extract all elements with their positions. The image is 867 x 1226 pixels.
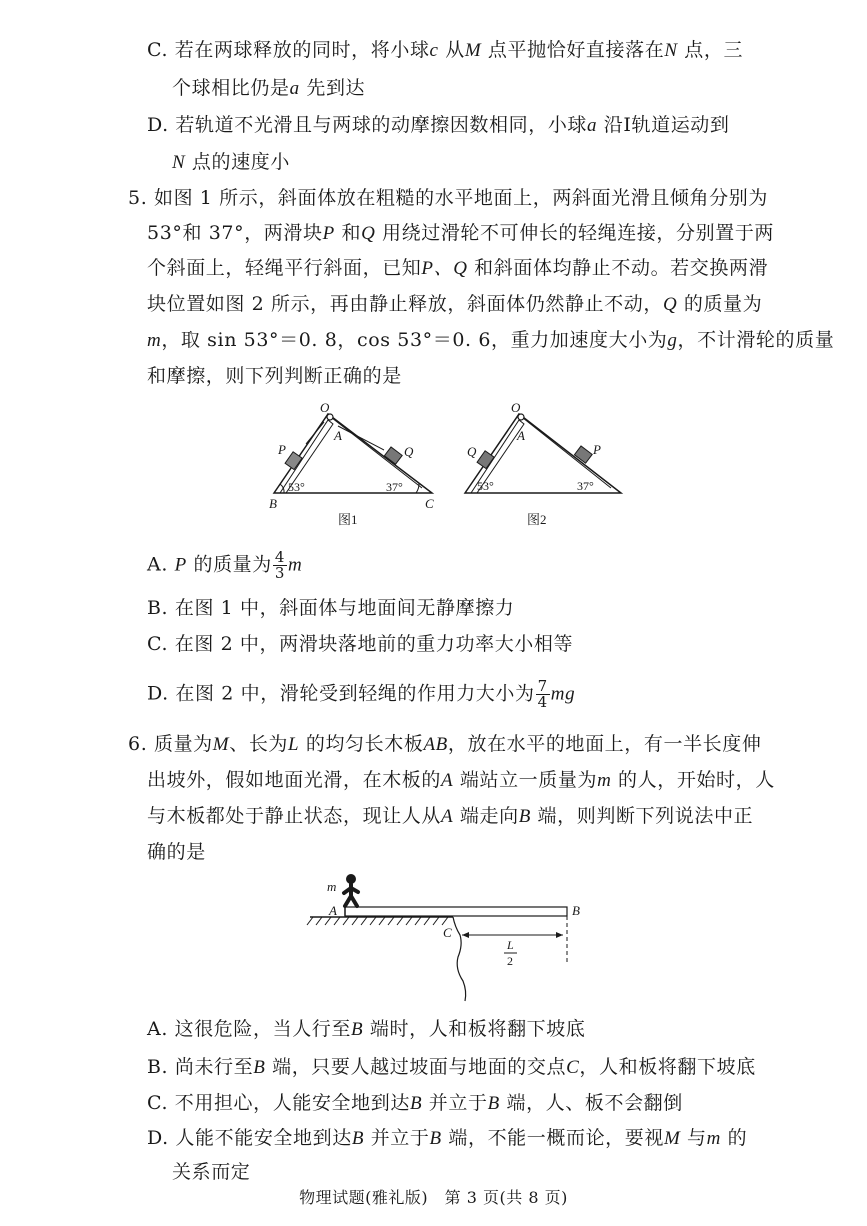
q4-option-d-line1: D. 若轨道不光滑且与两球的动摩擦因数相同，小球a 沿Ⅰ轨道运动到	[147, 114, 730, 136]
q6-option-c: C. 不用担心，人能安全地到达B 并立于B 端，人、板不会翻倒	[147, 1092, 683, 1114]
q4-option-d-line2: N 点的速度小	[172, 151, 290, 173]
q5-stem-line1: 5. 如图 1 所示，斜面体放在粗糙的水平地面上，两斜面光滑且倾角分别为	[128, 187, 768, 209]
q4-option-c-line1: C. 若在两球释放的同时，将小球c 从M 点平抛恰好直接落在N 点，三	[147, 39, 744, 61]
q5-option-c: C. 在图 2 中，两滑块落地前的重力功率大小相等	[147, 633, 574, 655]
fig1-label-q: Q	[404, 444, 414, 459]
q6-fig-frac-num: L	[507, 938, 514, 952]
fig2-angle-53: 53°	[477, 479, 494, 493]
q6-fig-label-b: B	[572, 903, 580, 918]
q6-fig-label-c: C	[443, 925, 452, 940]
fig2-caption: 图2	[527, 512, 547, 527]
fig2-label-o: O	[511, 400, 521, 415]
q6-option-a: A. 这很危险，当人行至B 端时，人和板将翻下坡底	[147, 1018, 586, 1040]
q4-option-c-line2: 个球相比仍是a 先到达	[172, 77, 366, 99]
fig1-label-b: B	[269, 496, 277, 511]
q5-stem-line4: 块位置如图 2 所示，再由静止释放，斜面体仍然静止不动，Q 的质量为	[147, 293, 763, 315]
page-footer: 物理试题(雅礼版) 第 3 页(共 8 页)	[299, 1188, 568, 1207]
fig2-label-p: P	[593, 442, 601, 457]
fig2-label-q: Q	[467, 444, 477, 459]
fig1-angle-37: 37°	[386, 480, 403, 494]
q6-fig-label-m: m	[327, 879, 337, 894]
q6-stem-line2: 出坡外，假如地面光滑，在木板的A 端站立一质量为m 的人，开始时，人	[147, 769, 775, 791]
fig2-angle-37: 37°	[577, 479, 594, 493]
q6-stem-line4: 确的是	[147, 841, 206, 863]
q6-figure	[305, 865, 605, 1005]
q5-option-b: B. 在图 1 中，斜面体与地面间无静摩擦力	[147, 597, 515, 619]
q6-stem-line1: 6. 质量为M、长为L 的均匀长木板AB，放在水平的地面上，有一半长度伸	[128, 733, 762, 755]
q5-stem-line6: 和摩擦，则下列判断正确的是	[147, 365, 402, 387]
fig1-label-c: C	[425, 496, 434, 511]
q5-figure-1	[262, 398, 447, 528]
q6-fig-label-a: A	[329, 903, 337, 918]
q6-fig-frac-den: 2	[507, 954, 513, 968]
q6-option-d-line1: D. 人能不能安全地到达B 并立于B 端，不能一概而论，要视M 与m 的	[147, 1127, 748, 1149]
fig1-label-p: P	[278, 442, 286, 457]
q5-stem-line3: 个斜面上，轻绳平行斜面，已知P、Q 和斜面体均静止不动。若交换两滑	[147, 257, 769, 279]
fig1-label-o: O	[320, 400, 330, 415]
fig1-caption: 图1	[338, 512, 358, 527]
fig1-angle-53: 53°	[288, 480, 305, 494]
q5-stem-line2: 53°和 37°，两滑块P 和Q 用绕过滑轮不可伸长的轻绳连接，分别置于两	[147, 222, 775, 244]
fig1-label-a: A	[334, 428, 342, 443]
q6-option-b: B. 尚未行至B 端，只要人越过坡面与地面的交点C，人和板将翻下坡底	[147, 1056, 756, 1078]
q5-option-d: D. 在图 2 中，滑轮受到轻绳的作用力大小为 $\frac{7}{4}$ mg	[147, 677, 576, 711]
q6-option-d-line2: 关系而定	[172, 1161, 251, 1183]
q5-stem-line5: m，取 sin 53°＝0. 8，cos 53°＝0. 6，重力加速度大小为g，不计滑轮的质量	[147, 329, 835, 351]
q5-figure-2	[455, 398, 630, 528]
q5-option-a: A. P 的质量为 $\frac{4}{3}$ m	[147, 548, 303, 582]
fig2-label-a: A	[517, 428, 525, 443]
q6-stem-line3: 与木板都处于静止状态，现让人从A 端走向B 端，则判断下列说法中正	[147, 805, 754, 827]
